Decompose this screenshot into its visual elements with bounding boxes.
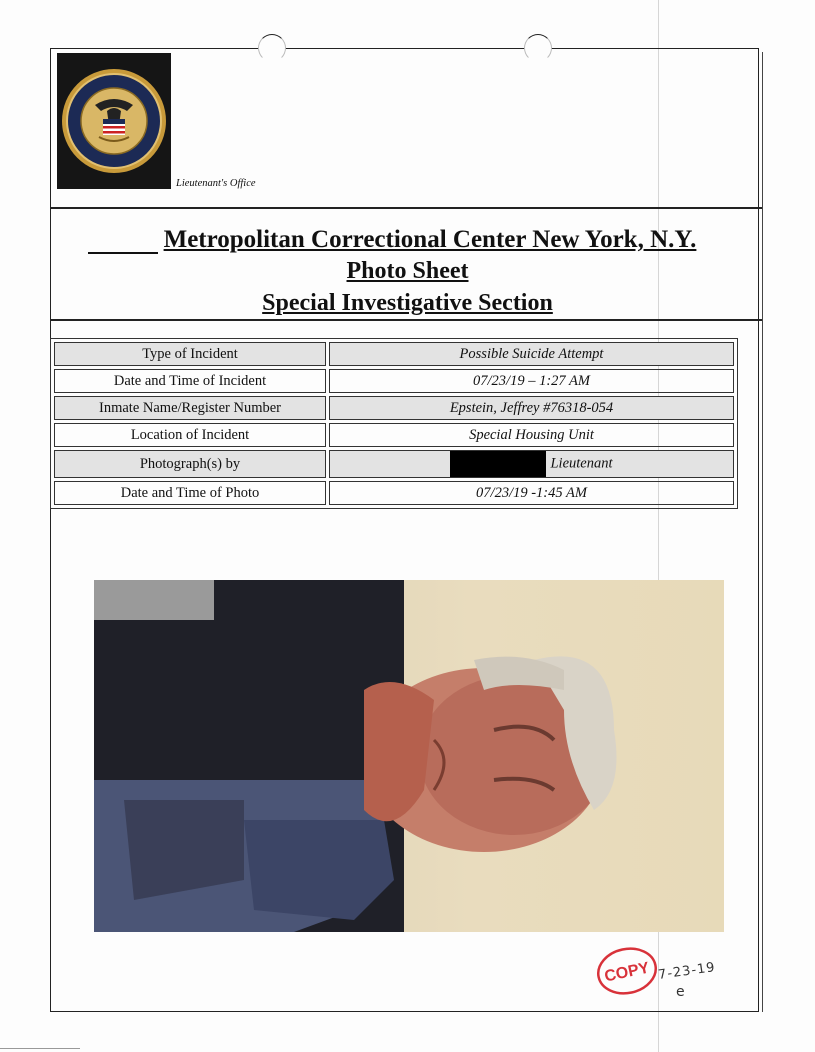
copy-stamp (596, 946, 658, 996)
title-divider (50, 319, 762, 321)
row-value: Special Housing Unit (329, 423, 734, 447)
table-row (54, 396, 734, 420)
facility-title: Metropolitan Correctional Center New York, N.Y. (163, 226, 697, 253)
handwritten-date: 7-23-19 (657, 960, 717, 983)
punch-hole-left (258, 34, 286, 62)
incident-info-table (50, 338, 738, 509)
punch-hole-right (524, 34, 552, 62)
row-label: Photograph(s) by (54, 450, 326, 478)
bop-seal-logo (57, 53, 171, 189)
redaction-block (450, 451, 546, 477)
row-label: Inmate Name/Register Number (54, 396, 326, 420)
section-title: Special Investigative Section (262, 290, 553, 316)
row-value: Possible Suicide Attempt (329, 342, 734, 366)
row-label: Date and Time of Incident (54, 369, 326, 393)
scan-artifact (0, 1048, 80, 1049)
row-value: Epstein, Jeffrey #76318-054 (329, 396, 734, 420)
stamp-text: COPY (603, 959, 651, 986)
row-label: Date and Time of Photo (54, 481, 326, 505)
incident-photo (94, 580, 724, 932)
table-row (54, 450, 734, 478)
sheet-title: Photo Sheet (346, 258, 469, 284)
row-value: 07/23/19 – 1:27 AM (329, 369, 734, 393)
page-frame-edge (762, 52, 763, 1012)
handwritten-initials: e (676, 984, 685, 1000)
photographer-title: Lieutenant (550, 455, 613, 472)
table-row (54, 423, 734, 447)
row-value: 07/23/19 -1:45 AM (329, 481, 734, 505)
table-row (54, 342, 734, 366)
table-row (54, 481, 734, 505)
row-value-photographer (329, 450, 734, 478)
row-label: Type of Incident (54, 342, 326, 366)
row-label: Location of Incident (54, 423, 326, 447)
header-divider (50, 207, 762, 209)
office-label: Lieutenant's Office (176, 178, 256, 189)
table-row (54, 369, 734, 393)
